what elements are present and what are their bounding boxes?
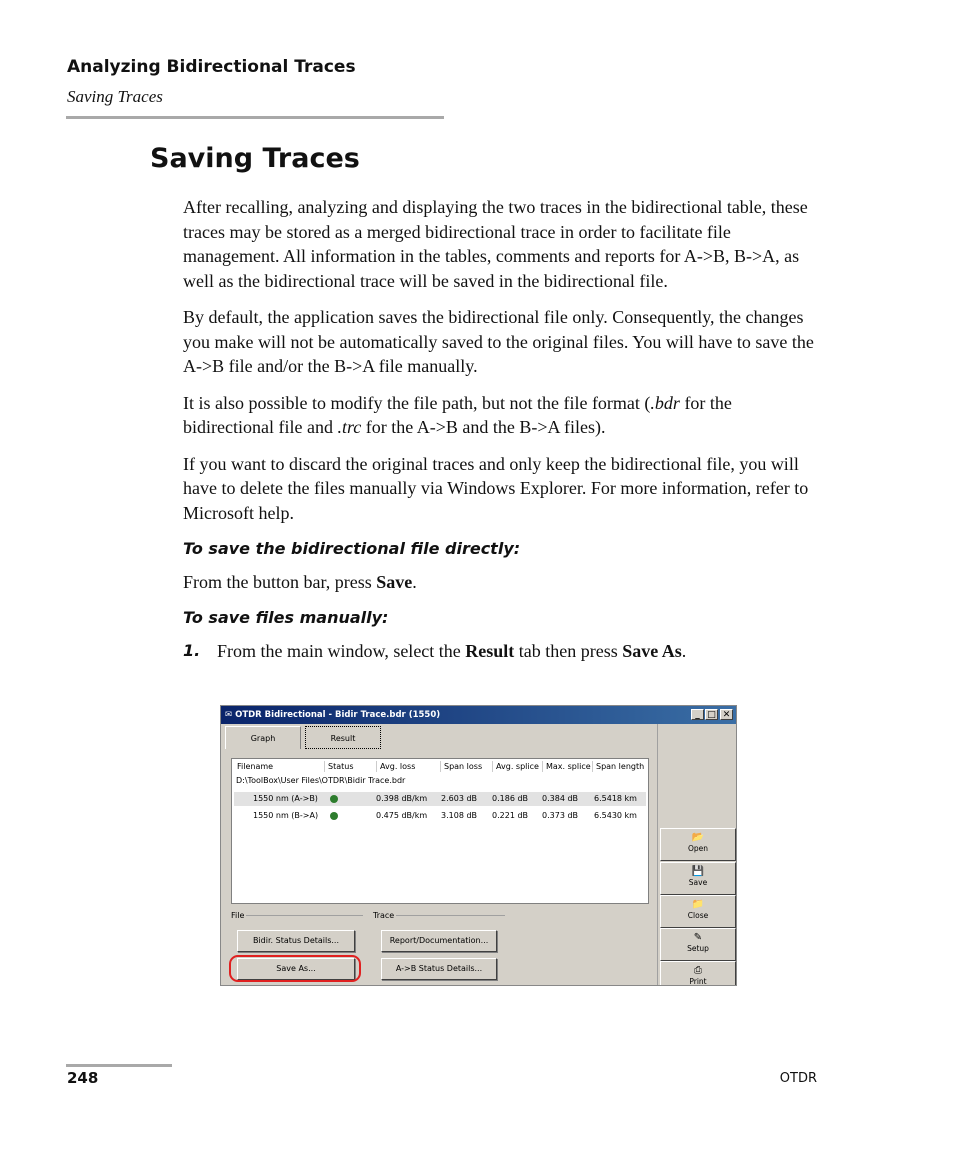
procedure-heading-1: To save the bidirectional file directly: (183, 539, 521, 558)
proc1-save: Save (376, 571, 413, 592)
save-label: Save (688, 878, 708, 887)
col-avg-loss[interactable]: Avg. loss (376, 761, 440, 772)
table-row[interactable] (234, 792, 646, 806)
maximize-button[interactable]: □ (705, 709, 718, 720)
save-button[interactable] (660, 862, 736, 895)
col-span-length[interactable]: Span length (592, 761, 648, 772)
step-c: tab then press (514, 640, 623, 661)
cell-max-splice: 0.373 dB (542, 811, 579, 820)
paragraph-2: By default, the application saves the bidirectional file only. Consequently, the changes you make will not be automatically saved to the original files. You will have to save the A->B file and/or the B->A file manually. (183, 307, 814, 376)
floppy-disk-icon: 💾 (691, 866, 705, 877)
edit-icon: ✎ (693, 932, 703, 943)
status-ok-icon (330, 792, 338, 806)
trace-group-line (393, 915, 505, 916)
save-as-highlight (229, 955, 361, 982)
table-row[interactable] (234, 809, 646, 823)
button-bar (657, 724, 737, 986)
cell-max-splice: 0.384 dB (542, 794, 579, 803)
open-button[interactable] (660, 828, 736, 861)
bdr-ext: .bdr (650, 392, 680, 413)
status-ok-icon (330, 809, 338, 823)
print-button[interactable] (660, 961, 736, 986)
file-path: D:\ToolBox\User Files\OTDR\Bidir Trace.bdr (236, 776, 406, 785)
open-label: Open (687, 844, 709, 853)
step-1 (183, 639, 823, 664)
paragraph-4: If you want to discard the original traces and only keep the bidirectional file, you will have to delete the files manually via Windows Explorer. For more information, refer to Microsoft help. (183, 453, 809, 523)
p3-text-a: It is also possible to modify the file path, but not the file format ( (183, 392, 651, 413)
col-avg-splice[interactable]: Avg. splice (492, 761, 544, 772)
close-label: Close (687, 911, 709, 920)
cell-span-loss: 3.108 dB (441, 811, 478, 820)
cell-span-loss: 2.603 dB (441, 794, 478, 803)
tab-graph[interactable]: Graph (225, 726, 301, 749)
col-max-splice[interactable]: Max. splice (542, 761, 592, 772)
procedure-1-text (183, 570, 823, 595)
step-a: From the main window, select the (217, 640, 466, 661)
printer-icon: ⎙ (694, 965, 702, 976)
cell-avg-splice: 0.186 dB (492, 794, 529, 803)
paragraph-1: After recalling, analyzing and displaying the two traces in the bidirectional table, these traces may be stored as a merged bidirectional trace in order to facilitate file management. All information in the tables, comments and reports for A->B, B->A, as well as the bidirectional trace will be saved in the bidirectional file. (183, 197, 808, 291)
p3-text-c: for the bidirectional file and (183, 392, 732, 437)
proc1-a: From the button bar, press (183, 571, 377, 592)
step-saveas: Save As (622, 640, 682, 661)
file-group-line (245, 915, 363, 916)
section-subtitle: Saving Traces (67, 87, 163, 106)
report-documentation-button[interactable]: Report/Documentation... (381, 930, 497, 952)
setup-button[interactable] (660, 928, 736, 961)
col-span-loss[interactable]: Span loss (440, 761, 494, 772)
step-result: Result (465, 640, 515, 661)
tab-result[interactable]: Result (305, 726, 381, 749)
file-group-label: File (231, 911, 245, 920)
trc-ext: .trc (337, 417, 362, 437)
window-title: OTDR Bidirectional - Bidir Trace.bdr (1550) (235, 710, 441, 720)
page-title: Saving Traces (150, 143, 360, 174)
footer-rule (66, 1064, 172, 1067)
header-rule (66, 116, 444, 119)
col-filename[interactable]: Filename (237, 762, 274, 771)
cell-filename: 1550 nm (B->A) (253, 811, 319, 820)
p3-text-e: for the A->B and the B->A files). (361, 417, 606, 437)
procedure-heading-2: To save files manually: (183, 608, 389, 627)
minimize-button[interactable]: _ (691, 709, 704, 720)
cell-filename: 1550 nm (A->B) (253, 794, 318, 803)
open-folder-icon: 📂 (691, 832, 705, 843)
envelope-icon: ✉ (225, 710, 233, 720)
proc1-c: . (412, 571, 417, 592)
bidir-status-details-button[interactable]: Bidir. Status Details... (237, 930, 355, 952)
col-status[interactable]: Status (324, 761, 376, 772)
save-as-button[interactable]: Save As... (237, 958, 355, 980)
cell-span-length: 6.5430 km (594, 811, 637, 820)
print-label: Print (689, 977, 707, 986)
cell-avg-loss: 0.398 dB/km (376, 794, 428, 803)
close-file-button[interactable] (660, 895, 736, 928)
chapter-title: Analyzing Bidirectional Traces (67, 57, 356, 77)
body-text (183, 195, 823, 663)
setup-label: Setup (687, 944, 709, 953)
step-number: 1. (183, 640, 201, 660)
trace-group-label: Trace (373, 911, 395, 920)
step-e: . (681, 640, 687, 661)
cell-avg-splice: 0.221 dB (492, 811, 529, 820)
folder-icon: 📁 (691, 899, 705, 910)
ab-status-details-button[interactable]: A->B Status Details... (381, 958, 497, 980)
window-titlebar (221, 706, 736, 724)
app-window-screenshot (220, 705, 737, 986)
cell-avg-loss: 0.475 dB/km (376, 811, 428, 820)
cell-span-length: 6.5418 km (594, 794, 637, 803)
step-text (217, 639, 686, 664)
result-table (231, 758, 649, 904)
product-name: OTDR (779, 1071, 817, 1086)
paragraph-3 (183, 391, 823, 440)
page-number: 248 (67, 1069, 99, 1087)
close-button[interactable]: ✕ (720, 709, 733, 720)
